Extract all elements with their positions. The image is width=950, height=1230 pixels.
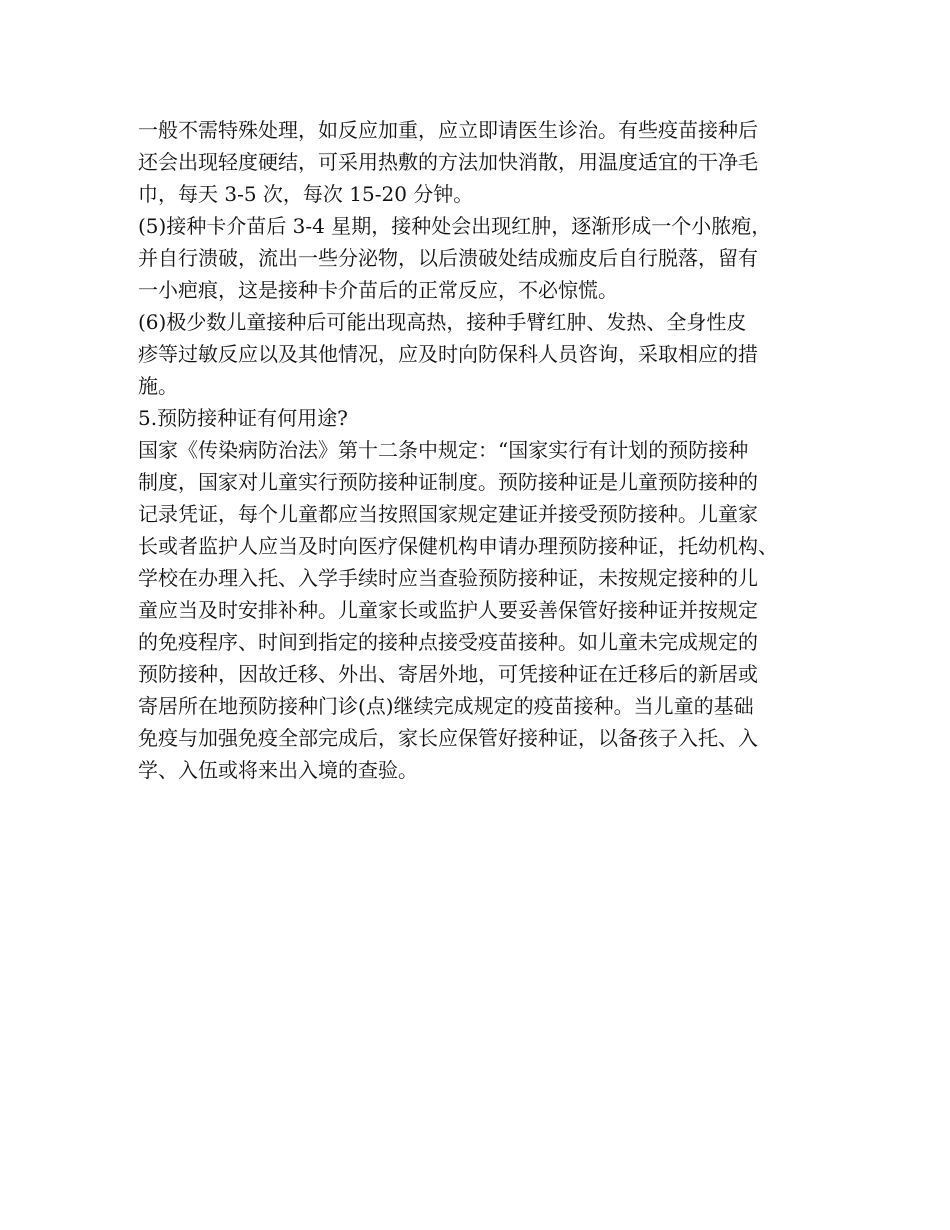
text-line-3: 巾，每天 3-5 次，每次 15-20 分钟。 bbox=[138, 182, 474, 206]
section-heading: 5.预防接种证有何用途? bbox=[138, 406, 348, 430]
text-line-21: 学、入伍或将来出入境的查验。 bbox=[138, 758, 418, 782]
text-line-16: 童应当及时安排补种。儿童家长或监护人要妥善保管好接种证并按规定 bbox=[138, 598, 758, 622]
text-line-4: (5)接种卡介苗后 3-4 星期，接种处会出现红肿，逐渐形成一个小脓疱， bbox=[138, 214, 772, 238]
document-body bbox=[138, 114, 828, 786]
text-line-5: 并自行溃破，流出一些分泌物，以后溃破处结成痂皮后自行脱落，留有 bbox=[138, 246, 758, 270]
text-line-20: 免疫与加强免疫全部完成后，家长应保管好接种证，以备孩子入托、入 bbox=[138, 726, 758, 750]
text-line-19: 寄居所在地预防接种门诊(点)继续完成规定的疫苗接种。当儿童的基础 bbox=[138, 694, 754, 718]
text-line-15: 学校在办理入托、入学手续时应当查验预防接种证，未按规定接种的儿 bbox=[138, 566, 758, 590]
text-line-7: (6)极少数儿童接种后可能出现高热，接种手臂红肿、发热、全身性皮 bbox=[138, 310, 747, 334]
text-line-18: 预防接种，因故迁移、外出、寄居外地，可凭接种证在迁移后的新居或 bbox=[138, 662, 758, 686]
text-line-6: 一小疤痕，这是接种卡介苗后的正常反应，不必惊慌。 bbox=[138, 278, 618, 302]
text-line-8: 疹等过敏反应以及其他情况，应及时向防保科人员咨询，采取相应的措 bbox=[138, 342, 758, 366]
text-line-12: 制度，国家对儿童实行预防接种证制度。预防接种证是儿童预防接种的 bbox=[138, 470, 758, 494]
text-line-13: 记录凭证，每个儿童都应当按照国家规定建证并接受预防接种。儿童家 bbox=[138, 502, 758, 526]
text-line-14: 长或者监护人应当及时向医疗保健机构申请办理预防接种证，托幼机构、 bbox=[138, 534, 778, 558]
text-line-1: 一般不需特殊处理，如反应加重，应立即请医生诊治。有些疫苗接种后 bbox=[138, 118, 758, 142]
text-line-11: 国家《传染病防治法》第十二条中规定：“国家实行有计划的预防接种 bbox=[138, 438, 749, 462]
text-line-17: 的免疫程序、时间到指定的接种点接受疫苗接种。如儿童未完成规定的 bbox=[138, 630, 758, 654]
text-line-2: 还会出现轻度硬结，可采用热敷的方法加快消散，用温度适宜的干净毛 bbox=[138, 150, 758, 174]
text-line-9: 施。 bbox=[138, 374, 178, 398]
